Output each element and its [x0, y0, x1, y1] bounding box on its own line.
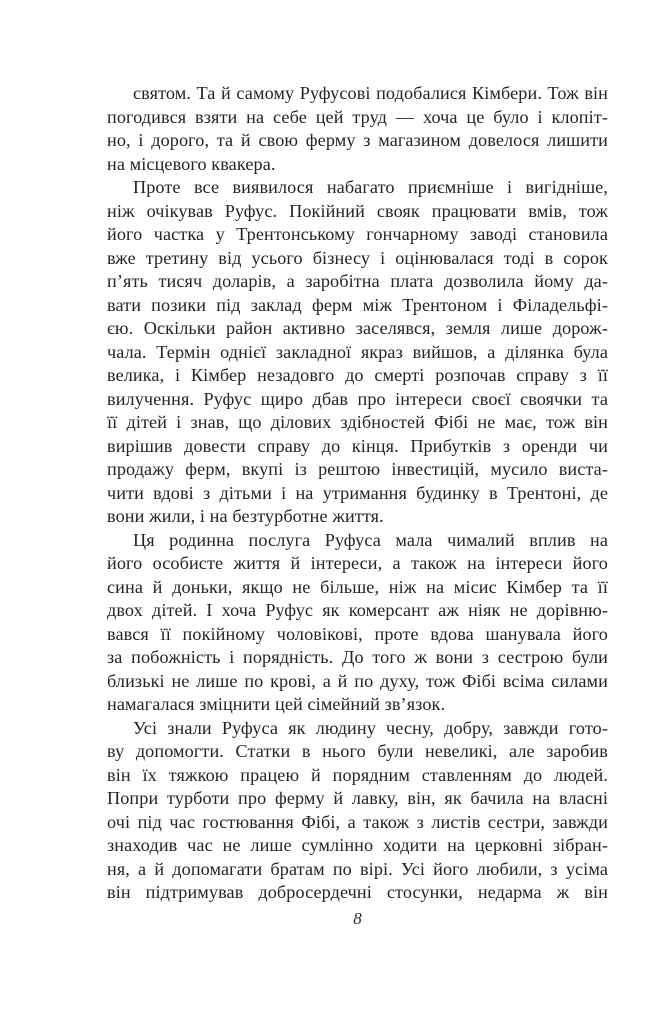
text-line: її дітей і знав, що ділових здібностей Фібі не має, тож він: [107, 412, 608, 432]
text-line: вирішив довести справу до кінця. Прибутків з оренди чи: [107, 435, 608, 456]
paragraph: [107, 529, 608, 717]
text-line: очі під час гостювання Фібі, а також з листів сестри, завжди: [107, 811, 608, 832]
text-line: двох дітей. І хоча Руфус як комерсант аж ніяк не дорівню-: [107, 600, 608, 620]
text-line: близькі не лише по крові, а й по духу, тож Фібі всіма силами: [107, 670, 608, 691]
page-number: 8: [353, 909, 362, 928]
page-text: [107, 82, 608, 905]
text-line: но, і дорого, та й свою ферму з магазином довелося лишити: [107, 130, 608, 150]
text-line: вався її покійному чоловікові, проте вдова шанувала його: [107, 623, 608, 644]
text-line: його частка у Трентонському гончарному заводі становила: [107, 224, 608, 244]
text-line: вилучення. Руфус щиро дбав про інтереси своєї своячки та: [107, 388, 608, 409]
text-line: єю. Оскільки район активно заселявся, земля лише дорож-: [107, 318, 608, 338]
text-line: ня, а й допомагати братам по вірі. Усі його любили, з усіма: [107, 858, 608, 879]
text-line: намагалася зміцнити цей сімейний зв’язок.: [107, 694, 446, 714]
text-line: п’ять тисяч доларів, а заробітна плата дозволила йому да-: [107, 271, 608, 291]
text-line: Попри турботи про ферму й лавку, він, як бачила на власні: [107, 788, 608, 808]
text-line: вже третину від усього бізнесу і оцінювалася тоді в сорок: [107, 247, 608, 268]
paragraph: [107, 176, 608, 529]
text-line: знаходив час не лише сумлінно ходити на церковні зібран-: [107, 835, 608, 855]
text-line: ву допомогти. Статки в нього були невеликі, але заробив: [107, 741, 608, 761]
paragraph: [107, 717, 608, 905]
text-line: Усі знали Руфуса як людину чесну, добру, завжди гото-: [133, 717, 608, 738]
text-line: вони жили, і на безтурботне життя.: [107, 506, 384, 526]
text-line: погодився взяти на себе цей труд — хоча це було і клопіт-: [107, 106, 608, 127]
text-line: він їх тяжкою працею й порядним ставленням до людей.: [107, 764, 608, 785]
paragraph: [107, 82, 608, 176]
text-line: велика, і Кімбер незадовго до смерті розпочав справу з її: [107, 365, 608, 385]
text-line: чала. Термін однієї закладної якраз вийшов, а ділянка була: [107, 341, 608, 362]
text-line: сина й доньки, якщо не більше, ніж на місис Кімбер та її: [107, 576, 608, 597]
text-line: його особисте життя й інтереси, а також на інтереси його: [107, 553, 608, 573]
text-line: продажу ферм, вкупі із рештою інвестицій, мусило виста-: [107, 459, 608, 479]
text-line: святом. Та й самому Руфусові подобалися Кімбери. Тож він: [133, 83, 608, 103]
text-line: вати позики під заклад ферм між Трентоном і Філадельфі-: [107, 294, 608, 315]
text-line: Ця родинна послуга Руфуса мала чималий вплив на: [133, 529, 608, 550]
text-line: він підтримував добросердечні стосунки, недарма ж він: [107, 882, 608, 902]
text-line: ніж очікував Руфус. Покійний свояк працювати вмів, тож: [107, 200, 608, 221]
text-line: чити вдові з дітьми і на утримання будинку в Трентоні, де: [107, 482, 608, 503]
text-line: за побожність і порядність. До того ж вони з сестрою були: [107, 647, 608, 667]
text-line: Проте все виявилося набагато приємніше і вигідніше,: [133, 177, 608, 197]
text-line: на місцевого квакера.: [107, 153, 276, 174]
